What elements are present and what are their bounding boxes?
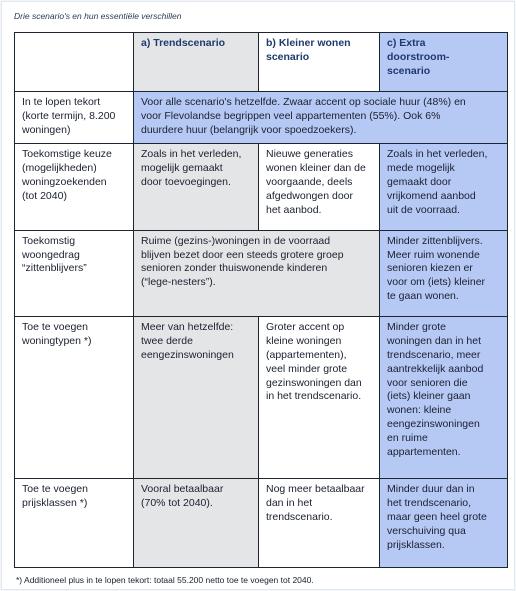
table-row xyxy=(15,316,508,478)
row-label-tekort: In te lopen tekort (korte termijn, 8.200 woningen) xyxy=(15,91,134,144)
row-label-woongedrag: Toekomstig woongedrag “zittenblijvers” xyxy=(15,230,134,316)
table-header-row xyxy=(15,33,508,92)
table-row xyxy=(15,144,508,230)
cell-prijsklassen-doorstroom: Minder duur dan in het trendscenario, maar geen heel grote verschuiving qua prijsklassen. xyxy=(380,478,508,567)
cell-woningtypen-trend: Meer van hetzelfde: twee derde eengezinswoningen xyxy=(134,316,259,478)
header-empty-cell xyxy=(15,33,134,92)
header-trendscenario: a) Trendscenario xyxy=(134,33,259,92)
header-extra-doorstroom: c) Extra doorstroom- scenario xyxy=(380,33,508,92)
header-kleiner-wonen: b) Kleiner wonen scenario xyxy=(259,33,380,92)
cell-keuze-doorstroom: Zoals in het verleden, mede mogelijk gemaakt door vrijkomend aanbod uit de voorraad. xyxy=(380,144,508,230)
table-row xyxy=(15,230,508,316)
row-label-keuze: Toekomstige keuze (mogelijkheden) woningzoekenden (tot 2040) xyxy=(15,144,134,230)
scenario-table xyxy=(14,32,508,568)
table-caption: Drie scenario's en hun essentiële verschillen xyxy=(14,11,182,21)
row-label-prijsklassen: Toe te voegen prijsklassen *) xyxy=(15,478,134,567)
merged-cell-all-scenarios: Voor alle scenario's hetzelfde. Zwaar accent op sociale huur (48%) en voor Flevolandse begrippen veel appartementen (55%). Ook 6% duurdere huur (belangrijk voor spoedzoekers). xyxy=(134,91,508,144)
table-row xyxy=(15,478,508,567)
cell-woningtypen-doorstroom: Minder grote woningen dan in het trendscenario, meer aantrekkelijk aanbod voor senioren die (iets) kleiner gaan wonen: kleine eengezinswoningen en ruime appartementen. xyxy=(380,316,508,478)
cell-prijsklassen-trend: Vooral betaalbaar (70% tot 2040). xyxy=(134,478,259,567)
cell-keuze-kleiner: Nieuwe generaties wonen kleiner dan de voorgaande, deels afgedwongen door het aanbod. xyxy=(259,144,380,230)
footnote: *) Additioneel plus in te lopen tekort: totaal 55.200 netto toe te voegen tot 2040. xyxy=(16,575,314,585)
table-row xyxy=(15,91,508,144)
merged-cell-woongedrag-ab: Ruime (gezins-)woningen in de voorraad blijven bezet door een steeds grotere groep senioren zonder thuiswonende kinderen (“lege-nesters”). xyxy=(134,230,380,316)
cell-keuze-trend: Zoals in het verleden, mogelijk gemaakt door toevoegingen. xyxy=(134,144,259,230)
cell-prijsklassen-kleiner: Nog meer betaalbaar dan in het trendscenario. xyxy=(259,478,380,567)
row-label-woningtypen: Toe te voegen woningtypen *) xyxy=(15,316,134,478)
document-page xyxy=(2,2,514,589)
cell-woningtypen-kleiner: Groter accent op kleine woningen (appartementen), veel minder grote gezinswoningen dan in het trendscenario. xyxy=(259,316,380,478)
cell-woongedrag-doorstroom: Minder zittenblijvers. Meer ruim wonende senioren kiezen er voor om (iets) kleiner te gaan wonen. xyxy=(380,230,508,316)
